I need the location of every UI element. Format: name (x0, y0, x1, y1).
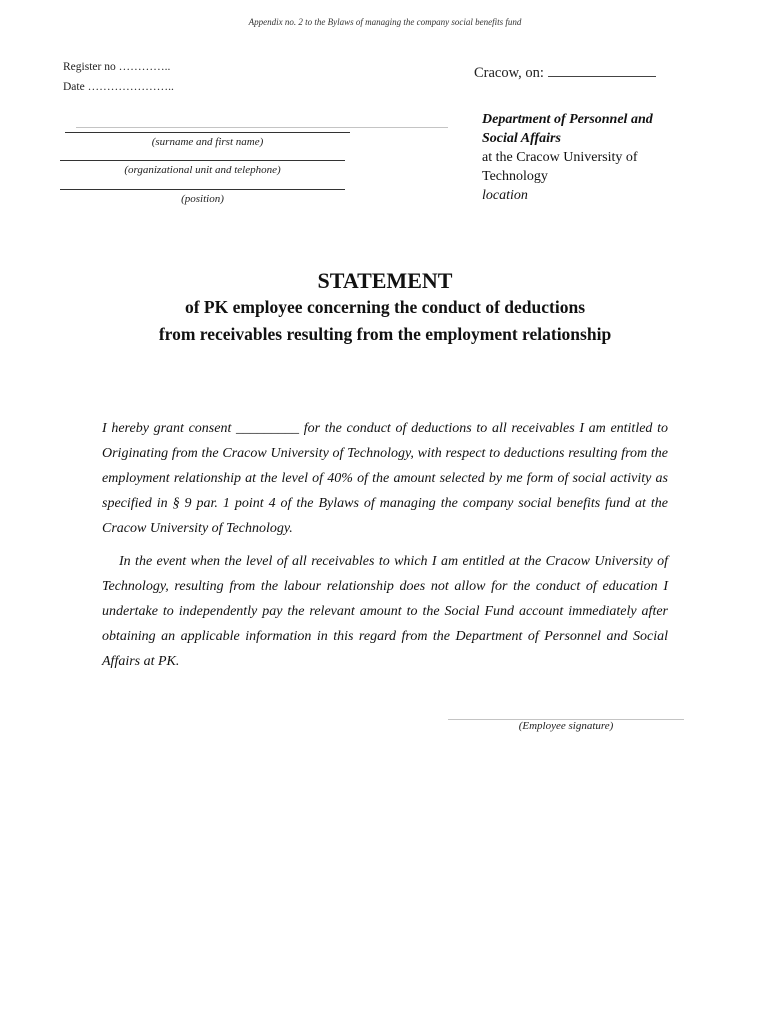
addressee-university-line1: at the Cracow University of (482, 150, 638, 165)
statement-subtitle-line1: of PK employee concerning the conduct of deductions (184, 297, 586, 317)
city-date (474, 62, 656, 82)
register-number: Register no ………….. (63, 61, 171, 73)
unit-caption: (organizational unit and telephone) (124, 164, 281, 176)
position-caption: (position) (181, 193, 224, 205)
addressee-dept-line1: Department of Personnel and (482, 112, 653, 127)
appendix-note: Appendix no. 2 to the Bylaws of managing the company social benefits fund (248, 17, 522, 27)
undertaking-paragraph: In the event when the level of all receivables to which I am entitled at the Cracow University of Technology, resulting from the labour relationship does not allow for the conduct of education I undertake to independently pay the relevant amount to the Social Fund account immediately after obtaining an applicable information in this regard from the Department of Personnel and Social Affairs at PK. (102, 554, 668, 669)
consent-paragraph: I hereby grant consent _________ for the conduct of deductions to all receivables I am entitled to Originating from the Cracow University of Technology, with respect to deductions resulting from the employment relationship at the level of 40% of the amount selected by me form of social activity as specified in § 9 par. 1 point 4 of the Bylaws of managing the company social benefits fund at the Cracow University of Technology. (102, 421, 668, 536)
addressee-location: location (482, 188, 528, 203)
name-caption: (surname and first name) (151, 136, 264, 148)
addressee-block (482, 110, 653, 205)
city-label: Cracow, on: (474, 65, 544, 81)
addressee-university-line2: Technology (482, 169, 548, 184)
addressee-dept-line2: Social Affairs (482, 131, 561, 146)
statement-title: STATEMENT (317, 268, 453, 293)
statement-subtitle-line2: from receivables resulting from the employment relationship (158, 324, 612, 344)
name-field-line (65, 132, 350, 133)
unit-field-line (60, 160, 345, 161)
name-guide-line (76, 127, 448, 128)
date-line: Date ………………….. (63, 81, 174, 93)
position-field-line (60, 189, 345, 190)
signature-caption: (Employee signature) (518, 720, 614, 732)
date-blank-line (548, 62, 656, 77)
